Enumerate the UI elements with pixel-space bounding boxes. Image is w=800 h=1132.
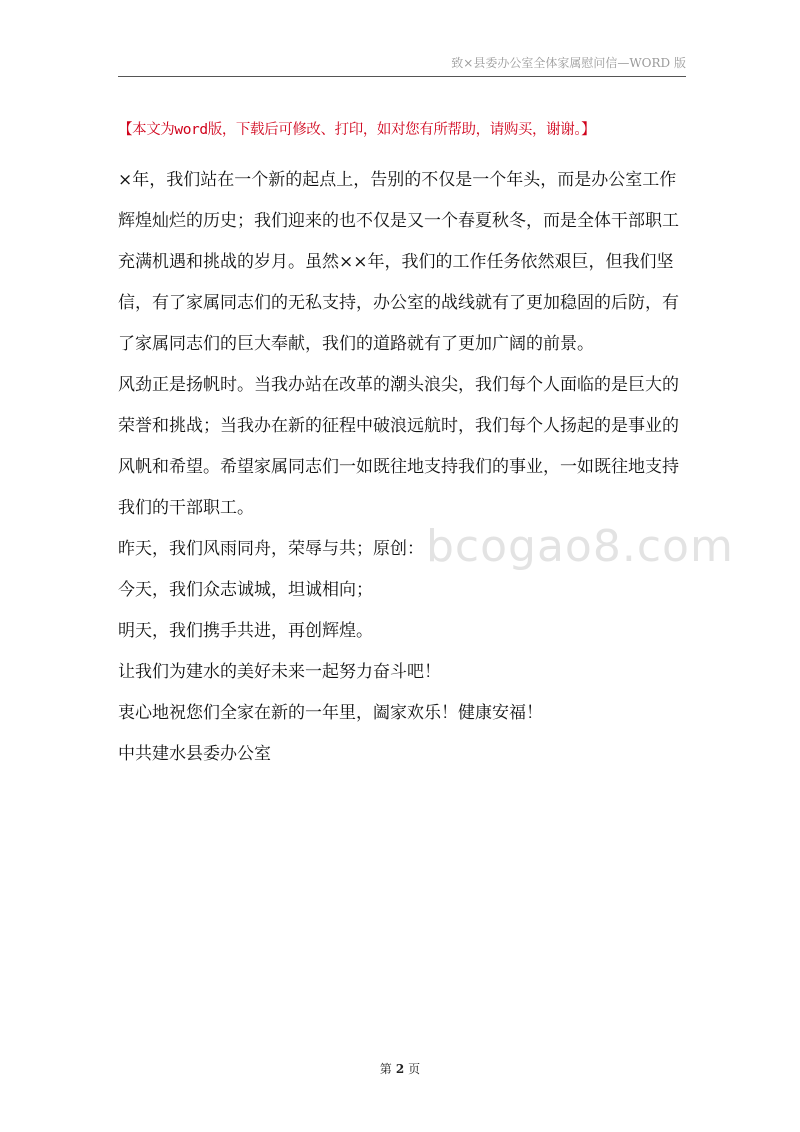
signature: 中共建水县委办公室: [118, 744, 271, 764]
page-number: [0, 1060, 800, 1077]
paragraph-yesterday: 昨天，我们风雨同舟，荣辱与共；原创：: [118, 539, 424, 559]
page-header: [118, 52, 686, 77]
paragraph-tomorrow: 明天，我们携手共进，再创辉煌。: [118, 621, 373, 641]
paragraph-today: 今天，我们众志诚城，坦诚相向；: [118, 580, 373, 600]
page-suffix: 页: [408, 1062, 421, 1076]
watermark: bcogao8.com: [426, 521, 734, 572]
purchase-notice: 【本文为word版，下载后可修改、打印，如对您有所帮助，请购买，谢谢。】: [118, 122, 596, 138]
letter-body: [118, 160, 690, 775]
page-number-value: 2: [395, 1062, 405, 1076]
paragraph-new-year: ×年，我们站在一个新的起点上，告别的不仅是一个年头，而是办公室工作辉煌灿烂的历史；我们迎来的也不仅是又一个春夏秋冬，而是全体干部职工充满机遇和挑战的岁月。虽然××年，我们的工作任务依然艰巨，但我们坚信，有了家属同志们的无私支持，办公室的战线就有了更加稳固的后防，有了家属同志们的巨大奉献，我们的道路就有了更加广阔的前景。: [118, 170, 679, 354]
paragraph-wishes: 衷心地祝您们全家在新的一年里，阖家欢乐！健康安福！: [118, 703, 543, 723]
paragraph-sail: 风劲正是扬帆时。当我办站在改革的潮头浪尖，我们每个人面临的是巨大的荣誉和挑战；当我办在新的征程中破浪远航时，我们每个人扬起的是事业的风帆和希望。希望家属同志们一如既往地支持我们的事业，一如既往地支持我们的干部职工。: [118, 375, 679, 518]
paragraph-strive: 让我们为建水的美好未来一起努力奋斗吧！: [118, 662, 441, 682]
page-prefix: 第: [379, 1062, 392, 1076]
header-title: 致×县委办公室全体家属慰问信—WORD 版: [451, 56, 686, 70]
